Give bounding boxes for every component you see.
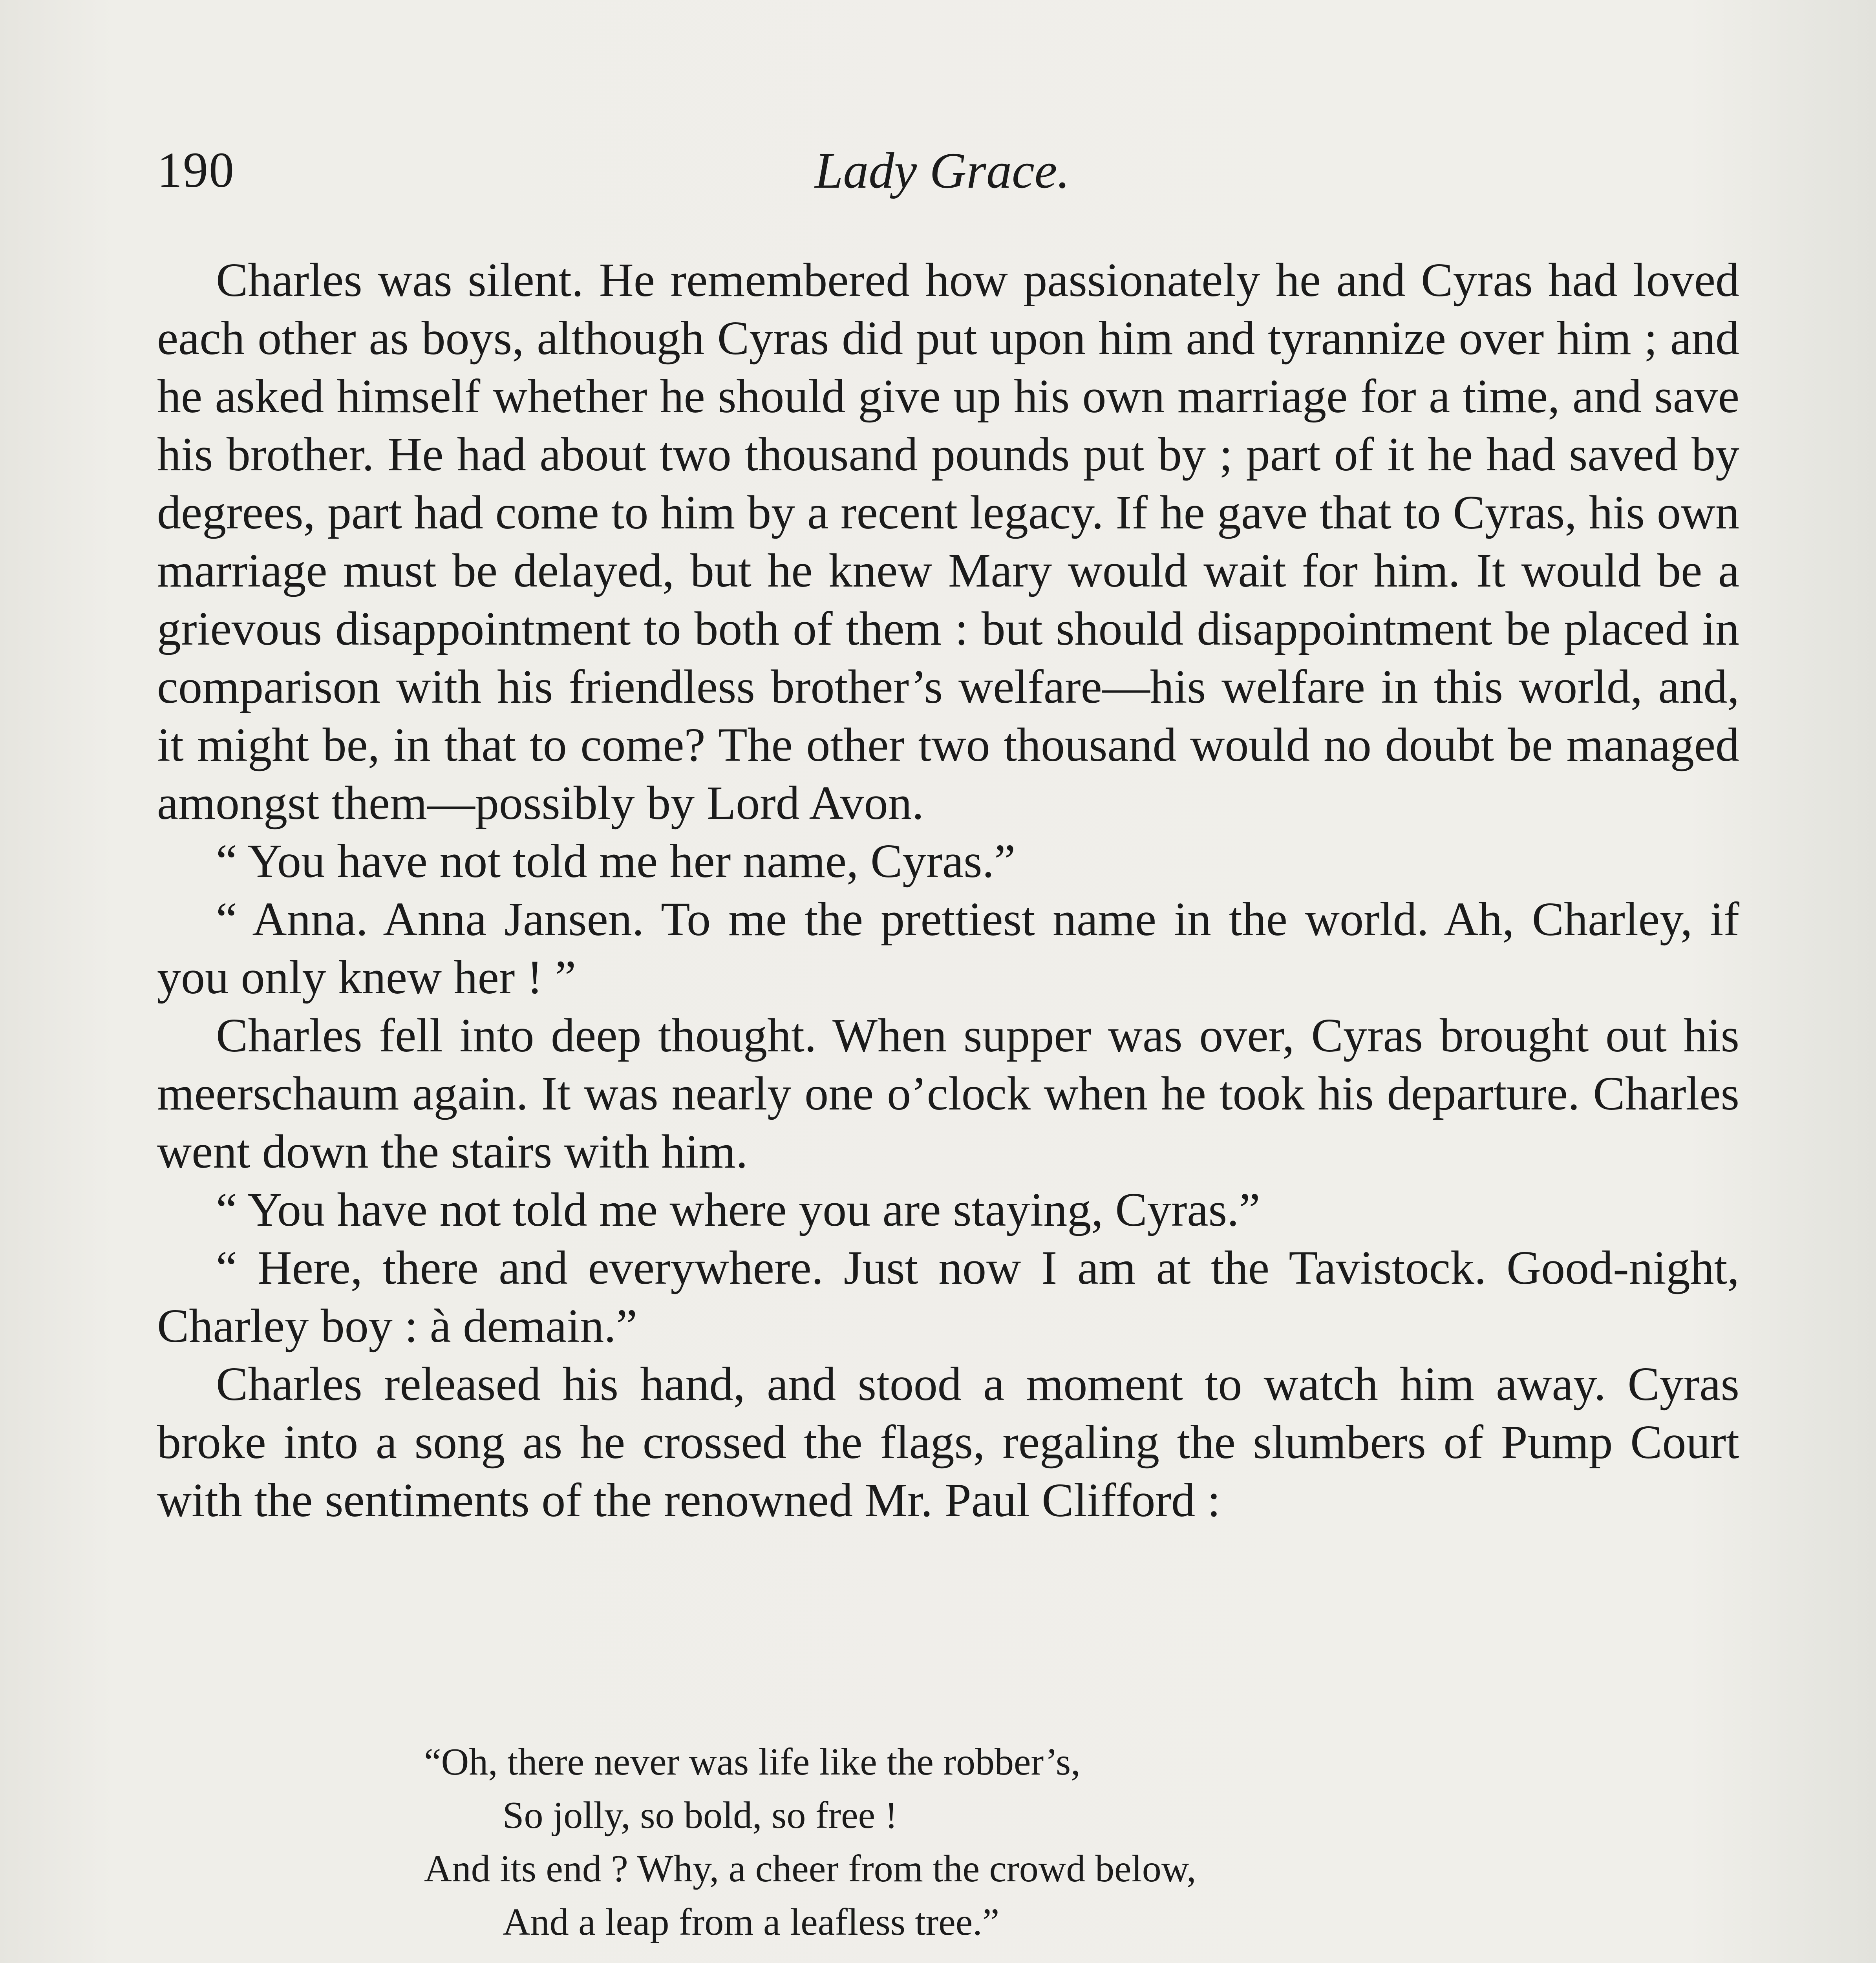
paragraph: Charles fell into deep thought. When supper was over, Cyras brought out his meerschaum again. It was nearly one o’clock when he took his departure. Charles went down the stairs with him. — [157, 1009, 1739, 1178]
verse-quote — [424, 1735, 1602, 1949]
page-number: 190 — [157, 142, 235, 198]
paragraph: Charles released his hand, and stood a moment to watch him away. Cyras broke into a song as he crossed the flags, regaling the slumbers of Pump Court with the sentiments of the renowned Mr. Paul Clifford : — [157, 1358, 1739, 1527]
paragraph: “ You have not told me her name, Cyras.” — [216, 835, 1016, 888]
paragraph: Charles was silent. He remembered how passionately he and Cyras had loved each other as boys, although Cyras did put upon him and tyrannize over him ; and he asked himself whether he should give up his own marriage for a time, and save his brother. He had about two thousand pounds put by ; part of it he had saved by degrees, part had come to him by a recent legacy. If he gave that to Cyras, his own marriage must be delayed, but he knew Mary would wait for him. It would be a grievous disappointment to both of them : but should disappointment be placed in comparison with his friendless brother’s welfare—his welfare in this world, and, it might be, in that to come? The other two thousand would no doubt be managed amongst them—possibly by Lord Avon. — [157, 254, 1739, 830]
paragraph: “ Here, there and everywhere. Just now I am at the Tavistock. Good-night, Charley boy : à demain.” — [157, 1241, 1739, 1353]
page-header — [157, 141, 1728, 204]
paragraph: “ Anna. Anna Jansen. To me the prettiest name in the world. Ah, Charley, if you only knew her ! ” — [157, 893, 1739, 1004]
verse-line: “Oh, there never was life like the robber’s, — [424, 1741, 1081, 1783]
running-title: Lady Grace. — [815, 143, 1070, 199]
verse-line: And its end ? Why, a cheer from the crowd below, — [424, 1848, 1196, 1890]
paragraph: “ You have not told me where you are staying, Cyras.” — [216, 1183, 1260, 1236]
verse-line: And a leap from a leafless tree.” — [503, 1901, 1000, 1943]
verse-line: So jolly, so bold, so free ! — [503, 1794, 898, 1837]
body-text — [157, 251, 1739, 1530]
